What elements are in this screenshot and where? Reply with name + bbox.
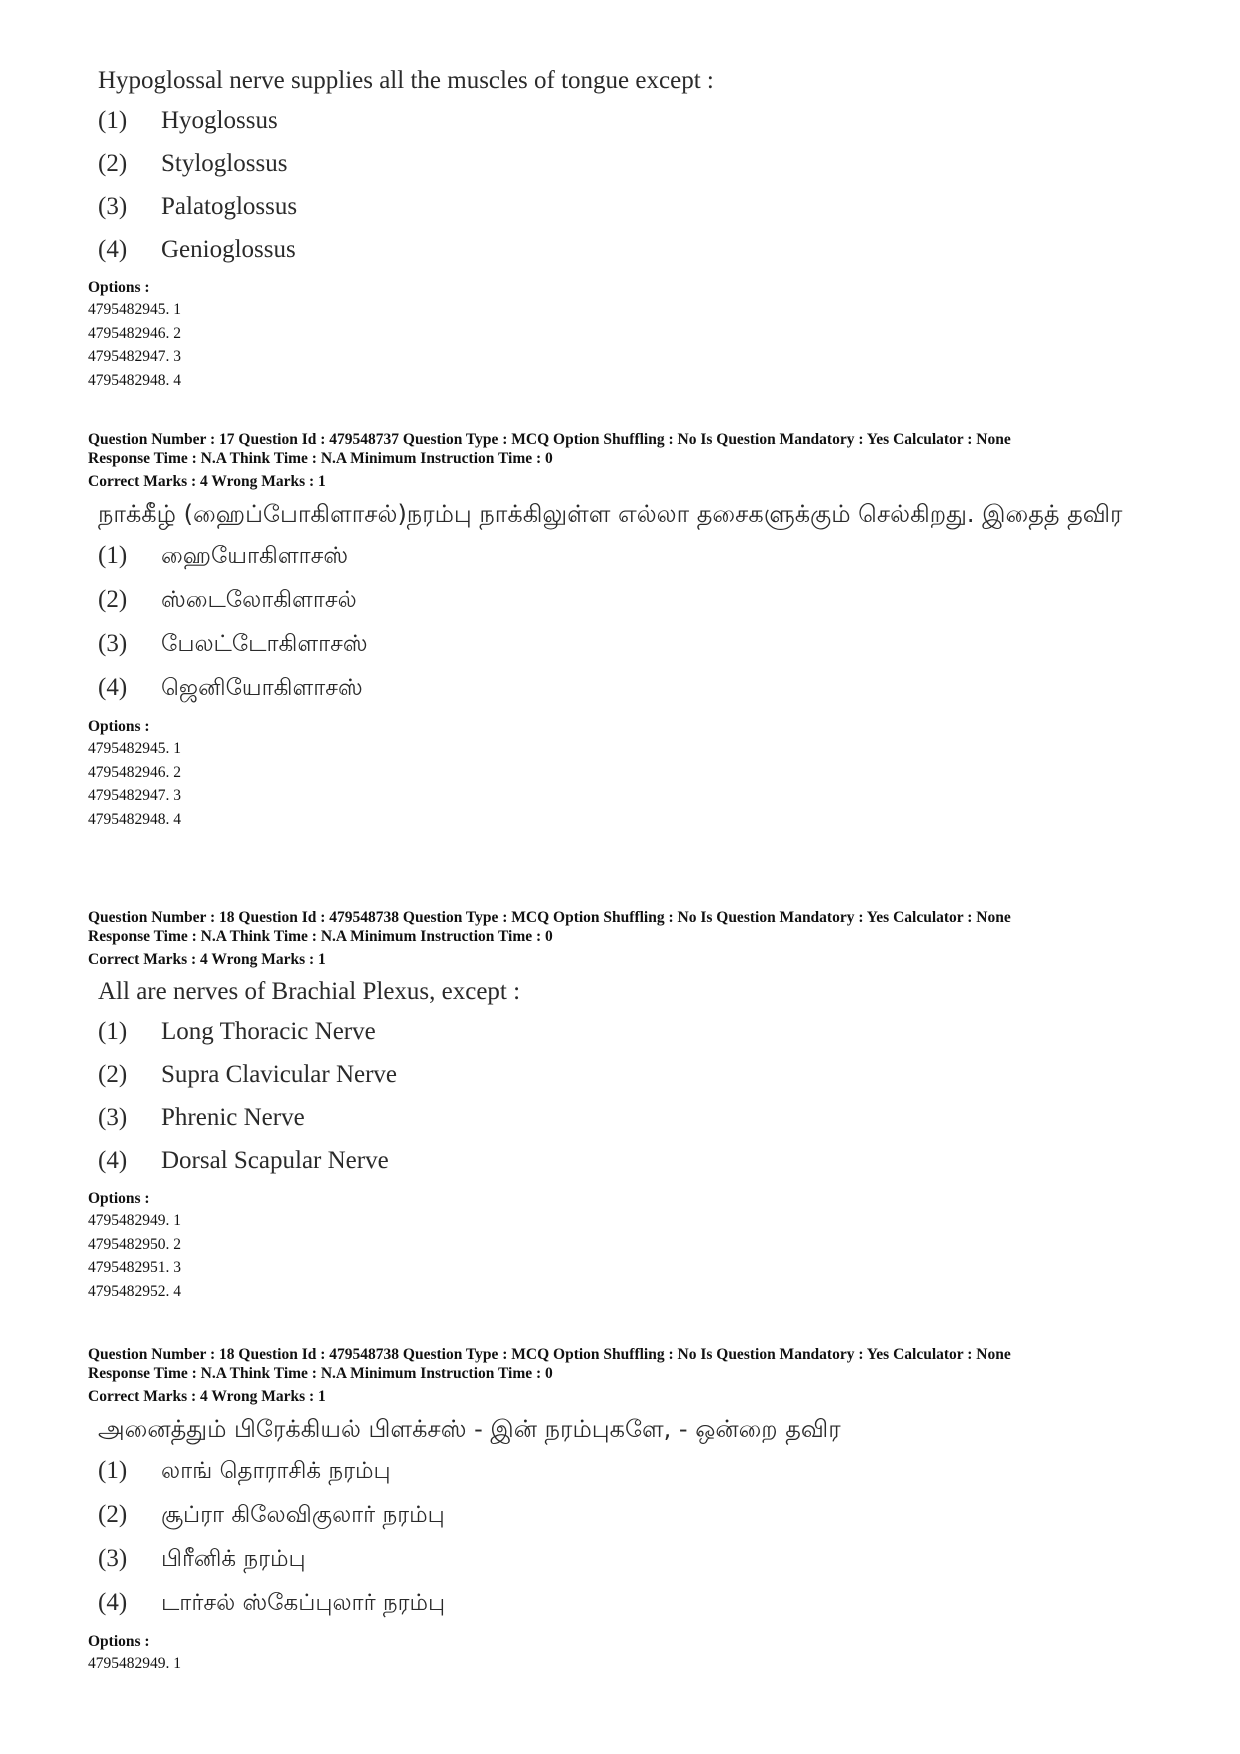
- options-heading: Options :: [88, 1633, 150, 1650]
- option-number: (3): [98, 1104, 128, 1131]
- answer-option-2: [98, 1498, 1198, 1542]
- question-text: அனைத்தும் பிரேக்கியல் பிளக்சஸ் - இன் நரம்புகளே, - ஒன்றை தவிர: [98, 1415, 841, 1443]
- option-label: பிரீனிக் நரம்பு: [161, 1546, 306, 1572]
- question-timing: Response Time : N.A Think Time : N.A Minimum Instruction Time : 0: [88, 928, 553, 945]
- option-id: 4795482950. 2: [88, 1235, 181, 1253]
- option-id: 4795482947. 3: [88, 787, 181, 804]
- answer-option-1: [98, 1015, 1198, 1058]
- option-label: Long Thoracic Nerve: [161, 1018, 376, 1045]
- option-id: 4795482946. 2: [88, 763, 181, 781]
- option-number: (2): [98, 586, 128, 613]
- answer-option-1: [98, 104, 1198, 147]
- answer-option-3: [98, 1101, 1198, 1144]
- option-label: Hyoglossus: [161, 107, 278, 134]
- option-id: 4795482948. 4: [88, 371, 181, 389]
- option-label: டார்சல் ஸ்கேப்புலார் நரம்பு: [161, 1590, 446, 1616]
- option-label: சூப்ரா கிலேவிகுலார் நரம்பு: [161, 1502, 445, 1528]
- answer-option-2: [98, 1058, 1198, 1101]
- question-18-english-block: [88, 908, 1198, 1303]
- question-text: Hypoglossal nerve supplies all the muscles of tongue except :: [98, 67, 714, 94]
- option-label: லாங் தொராசிக் நரம்பு: [161, 1458, 391, 1484]
- option-label: ஹையோகிளாசஸ்: [161, 543, 349, 569]
- option-label: பேலட்டோகிளாசஸ்: [161, 631, 368, 657]
- option-number: (1): [98, 542, 128, 569]
- option-number: (2): [98, 150, 128, 177]
- option-number: (3): [98, 630, 128, 657]
- answer-option-4: [98, 233, 1198, 276]
- option-label: ஸ்டைலோகிளாசல்: [161, 587, 357, 613]
- option-number: (4): [98, 1589, 128, 1616]
- option-id: 4795482952. 4: [88, 1282, 181, 1300]
- option-number: (4): [98, 1147, 128, 1174]
- options-heading: Options :: [88, 279, 150, 296]
- option-number: (2): [98, 1061, 128, 1088]
- question-timing: Response Time : N.A Think Time : N.A Minimum Instruction Time : 0: [88, 1365, 553, 1382]
- answer-option-2: [98, 147, 1198, 190]
- question-meta: Question Number : 18 Question Id : 479548738 Question Type : MCQ Option Shuffling : No Is Question Mandatory : Yes Calculator : None: [88, 909, 1011, 926]
- option-id: 4795482949. 1: [88, 1655, 181, 1672]
- option-id: 4795482948. 4: [88, 810, 181, 828]
- option-id: 4795482946. 2: [88, 324, 181, 342]
- question-marks: Correct Marks : 4 Wrong Marks : 1: [88, 473, 326, 490]
- question-marks: Correct Marks : 4 Wrong Marks : 1: [88, 951, 326, 968]
- option-number: (1): [98, 1457, 128, 1484]
- option-id: 4795482945. 1: [88, 740, 181, 757]
- option-label: Dorsal Scapular Nerve: [161, 1147, 389, 1174]
- option-label: Supra Clavicular Nerve: [161, 1061, 398, 1088]
- answer-option-3: [98, 190, 1198, 233]
- option-number: (4): [98, 236, 128, 263]
- option-id: 4795482951. 3: [88, 1259, 181, 1276]
- option-label: ஜெனியோகிளாசஸ்: [161, 675, 363, 701]
- answer-option-4: [98, 1144, 1198, 1187]
- question-text: All are nerves of Brachial Plexus, except :: [98, 978, 521, 1005]
- answer-option-1: [98, 1454, 1198, 1498]
- option-number: (1): [98, 1018, 128, 1045]
- option-id: 4795482949. 1: [88, 1212, 181, 1229]
- answer-option-3: [98, 1542, 1198, 1586]
- question-meta: Question Number : 17 Question Id : 479548737 Question Type : MCQ Option Shuffling : No Is Question Mandatory : Yes Calculator : None: [88, 431, 1011, 448]
- option-number: (2): [98, 1501, 128, 1528]
- options-heading: Options :: [88, 718, 150, 735]
- option-number: (3): [98, 193, 128, 220]
- question-16-block: [88, 64, 1198, 392]
- answer-option-1: [98, 539, 1198, 583]
- question-18-tamil-block: [88, 1345, 1198, 1676]
- option-number: (1): [98, 107, 128, 134]
- option-id: 4795482945. 1: [88, 301, 181, 318]
- question-marks: Correct Marks : 4 Wrong Marks : 1: [88, 1388, 326, 1405]
- option-number: (3): [98, 1545, 128, 1572]
- question-17-block: [88, 430, 1198, 831]
- options-heading: Options :: [88, 1190, 150, 1207]
- question-meta: Question Number : 18 Question Id : 479548738 Question Type : MCQ Option Shuffling : No Is Question Mandatory : Yes Calculator : None: [88, 1346, 1011, 1363]
- option-label: Styloglossus: [161, 150, 288, 177]
- option-label: Palatoglossus: [161, 193, 298, 220]
- question-timing: Response Time : N.A Think Time : N.A Minimum Instruction Time : 0: [88, 450, 553, 467]
- option-label: Genioglossus: [161, 236, 296, 263]
- answer-option-4: [98, 1586, 1198, 1630]
- option-number: (4): [98, 674, 128, 701]
- question-text: நாக்கீழ் (ஹைப்போகிளாசல்)நரம்பு நாக்கிலுள்ள எல்லா தசைகளுக்கும் செல்கிறது. இதைத் தவிர: [98, 500, 1123, 528]
- option-id: 4795482947. 3: [88, 348, 181, 365]
- option-label: Phrenic Nerve: [161, 1104, 305, 1131]
- answer-option-3: [98, 627, 1198, 671]
- answer-option-4: [98, 671, 1198, 715]
- answer-option-2: [98, 583, 1198, 627]
